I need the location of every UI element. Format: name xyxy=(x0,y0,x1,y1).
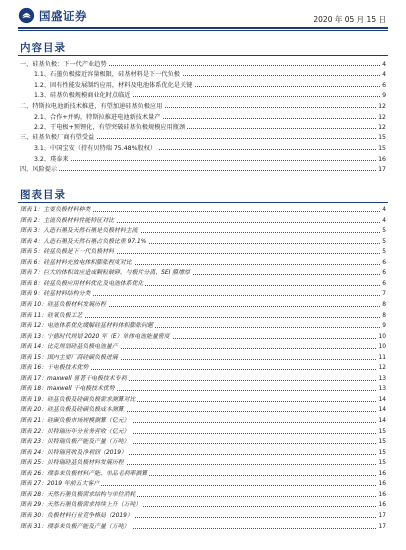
figure-entry-page: 6 xyxy=(382,270,386,277)
figure-entry-label: 图表 24：贝特瑞营收及净利润（2019） xyxy=(20,449,127,456)
toc-title: 内容目录 xyxy=(20,42,66,54)
figure-entry-page: 16 xyxy=(378,491,386,498)
figure-entry-page: 5 xyxy=(382,249,386,256)
figure-entry-label: 图表 6：硅基材料充放电体积膨胀程度对比 xyxy=(20,259,132,266)
figure-entry-page: 11 xyxy=(378,354,386,361)
figure-entry-page: 7 xyxy=(382,291,386,298)
toc-entry[interactable] xyxy=(0,165,406,174)
figure-entry[interactable] xyxy=(0,227,406,236)
figure-entry[interactable] xyxy=(0,217,406,226)
figure-entry-label: 图表 27：2019 年前五大客户 xyxy=(20,481,100,488)
toc-entry[interactable] xyxy=(0,70,406,79)
figure-entry-page: 8 xyxy=(382,312,386,319)
toc-entry-label: 1.3、硅基负极规模商业化时点临近 xyxy=(34,92,131,100)
figure-entry-label: 图表 29：天然石墨负极需求持续上升（万吨） xyxy=(20,502,142,509)
toc-entry-page: 9 xyxy=(382,92,386,100)
figure-entry-label: 图表 19：硅基负极及硅碳负极需求测算对比 xyxy=(20,396,136,403)
figure-entry[interactable] xyxy=(0,259,406,268)
figure-entry-label: 图表 9：硅基材料结构分类 xyxy=(20,291,91,298)
toc-entry-page: 6 xyxy=(382,81,386,89)
figure-entry-label: 图表 17：maxwell 显著干电极技术专利 xyxy=(20,375,127,382)
toc-entry-label: 一、硅基负极：下一代产业趋势 xyxy=(20,61,107,68)
figure-entry-label: 图表 1：主要负极材料种类 xyxy=(20,207,91,213)
figure-entry-label: 图表 5：硅基负极是下一代负极材料 xyxy=(20,249,114,256)
figure-entry-page: 10 xyxy=(378,333,386,340)
figure-entry-page: 14 xyxy=(378,396,386,403)
figure-entry-page: 17 xyxy=(378,512,386,519)
figure-entry[interactable] xyxy=(0,322,406,331)
figure-entry-label: 图表 3：人造石墨及天然石墨是负极材料主流 xyxy=(20,228,138,235)
figure-entry-label: 图表 15：国内主要厂商硅碳负极进展 xyxy=(20,354,118,361)
toc-entry-page: 12 xyxy=(378,124,386,131)
figure-entry-page: 5 xyxy=(382,238,386,245)
toc-leader-dots xyxy=(34,155,380,161)
figure-entry-page: 4 xyxy=(382,217,386,224)
figure-entry[interactable] xyxy=(0,523,406,532)
figure-entry[interactable] xyxy=(0,406,406,415)
figure-entry-page: 10 xyxy=(378,344,386,351)
figure-entry-label: 图表 28：天然石墨负极需求结构与单位消耗 xyxy=(20,491,136,498)
figure-entry[interactable] xyxy=(0,491,406,500)
figure-entry[interactable] xyxy=(0,480,406,489)
toc-entry-label: 2.2、干电极+预锂化，有望突破硅基负极规模应用瓶颈 xyxy=(34,124,186,131)
toc-entry[interactable] xyxy=(0,155,406,164)
toc-entry-label: 3.2、璞泰来 xyxy=(34,155,69,163)
figure-entry[interactable] xyxy=(0,417,406,426)
figure-entry[interactable] xyxy=(0,385,406,394)
figure-entry[interactable] xyxy=(0,449,406,458)
figure-entry-label: 图表 7：巨大的体积效应造成颗粒破碎、与极片分离、SEI 膜增厚 xyxy=(20,270,190,277)
figure-entry-label: 图表 23：贝特瑞负极产能及产量（万吨） xyxy=(20,439,130,446)
header-divider xyxy=(18,27,388,29)
figure-entry[interactable] xyxy=(0,470,406,479)
figure-entry-label: 图表 4：人造石墨及天然石墨占负极比重 97.1% xyxy=(20,238,147,245)
figure-entry-label: 图表 20：硅基负极及硅碳负极成本测算 xyxy=(20,407,124,414)
figure-entry-label: 图表 8：硅基负极应用材料优化及电池体系优化 xyxy=(20,280,144,287)
figure-entry-page: 15 xyxy=(378,428,386,435)
toc-entry-label: 三、硅基负极厂商有望受益 xyxy=(20,134,95,142)
figure-entry-label: 图表 18：maxwell 干电极技术优势 xyxy=(20,386,115,393)
figure-entry[interactable] xyxy=(0,333,406,342)
toc-leader-dots xyxy=(20,165,380,171)
figure-entry-label: 图表 31：璞泰来负极产能及产量（万吨） xyxy=(20,523,130,530)
toc-entry-page: 4 xyxy=(382,71,386,79)
figure-entry-label: 图表 26：璞泰来负极材料产能、单品毛利率测算 xyxy=(20,470,148,477)
figure-entry[interactable] xyxy=(0,301,406,310)
figure-entry[interactable] xyxy=(0,428,406,437)
figure-entry-page: 4 xyxy=(382,207,386,213)
figure-entry-page: 8 xyxy=(382,301,386,308)
figures-title: 图表目录 xyxy=(20,189,66,201)
toc-entry[interactable] xyxy=(0,81,406,90)
figure-entry-label: 图表 16：干电极技术优势 xyxy=(20,365,89,372)
figure-entry-label: 图表 13：宁德时代规划 2020 年（E）单体电池能量密度 xyxy=(20,333,170,340)
figure-entry[interactable] xyxy=(0,396,406,405)
toc-entry-label: 3.1、中国宝安（持有贝特瑞 75.48%股权） xyxy=(34,145,157,153)
figure-entry-page: 15 xyxy=(378,449,386,456)
figure-entry-page: 16 xyxy=(378,470,386,477)
figure-entry[interactable] xyxy=(0,248,406,257)
page-header xyxy=(0,0,406,34)
figure-entry-page: 16 xyxy=(378,481,386,488)
toc-entry-page: 16 xyxy=(378,155,386,163)
toc-entry-label: 2.1、合作+并购，特斯拉推进电池新技术量产 xyxy=(34,113,161,121)
toc-entry-page: 15 xyxy=(378,145,386,153)
toc-entry[interactable] xyxy=(0,91,406,100)
figure-entry-page: 17 xyxy=(378,523,386,530)
figure-entry[interactable] xyxy=(0,343,406,352)
toc-entry-label: 四、风险提示 xyxy=(20,166,58,174)
report-date: 2020 年 05 月 15 日 xyxy=(313,15,386,24)
figure-entry[interactable] xyxy=(0,438,406,447)
toc-entry[interactable] xyxy=(0,133,406,142)
brand-name: 国盛证券 xyxy=(39,8,87,23)
figure-entry-page: 12 xyxy=(378,365,386,372)
figure-entry[interactable] xyxy=(0,290,406,299)
figure-entry[interactable] xyxy=(0,269,406,278)
figure-entry-label: 图表 14：比克规划硅基负极电池量产 xyxy=(20,344,118,351)
figures-title-divider xyxy=(18,202,388,203)
toc-entry[interactable] xyxy=(0,113,406,122)
figure-entry-page: 15 xyxy=(378,460,386,467)
figure-entry[interactable] xyxy=(0,312,406,321)
figure-entry[interactable] xyxy=(0,375,406,384)
figure-entry-label: 图表 11：硅氧负极工艺 xyxy=(20,312,83,319)
figure-entry-label: 图表 22：贝特瑞历年分业务营收（亿元） xyxy=(20,428,130,435)
toc-entry-page: 12 xyxy=(378,102,386,110)
figure-entry[interactable] xyxy=(0,206,406,215)
figure-entry-page: 13 xyxy=(378,386,386,393)
figure-entry-page: 16 xyxy=(378,502,386,509)
figure-entry[interactable] xyxy=(0,354,406,363)
figure-entry-label: 图表 30：负极材料行业竞争格局（2019） xyxy=(20,512,133,519)
figure-entry-page: 6 xyxy=(382,259,386,266)
toc-entry[interactable] xyxy=(0,123,406,132)
figure-entry-page: 6 xyxy=(382,280,386,287)
figure-entry-label: 图表 10：硅基负极材料发展历程 xyxy=(20,301,106,308)
figure-entry[interactable] xyxy=(0,238,406,247)
figure-entry-page: 9 xyxy=(382,323,386,330)
figure-entry-label: 图表 12：电池体系优化缓解硅基材料体积膨胀问题 xyxy=(20,323,154,330)
toc-entry-page: 17 xyxy=(378,166,386,174)
figure-entry[interactable] xyxy=(0,364,406,373)
figure-entry-label: 图表 2：主流负极材料性能特征对比 xyxy=(20,217,114,224)
toc-entry-page: 12 xyxy=(378,113,386,121)
figure-entry[interactable] xyxy=(0,501,406,510)
figure-entry-page: 15 xyxy=(378,439,386,446)
toc-entry-page: 4 xyxy=(382,61,386,68)
figure-entry-page: 14 xyxy=(378,418,386,424)
figure-entry-label: 图表 21：硅碳负极市场规模测算（亿元） xyxy=(20,418,130,424)
toc-entry-label: 1.2、固有性能发展制约应用，材料及电池体系优化是关键 xyxy=(34,81,193,89)
figure-entry-page: 14 xyxy=(378,407,386,414)
figure-entry-label: 图表 25：贝特瑞硅基负极材料发展历程 xyxy=(20,460,124,467)
toc-entry[interactable] xyxy=(0,102,406,111)
figure-entry-page: 5 xyxy=(382,228,386,235)
figure-entry-page: 13 xyxy=(378,375,386,382)
figure-entry[interactable] xyxy=(0,512,406,521)
toc-entry-label: 1.1、石墨负极接近容量极限，硅基材料是下一代负极 xyxy=(34,71,180,79)
figure-entry[interactable] xyxy=(0,280,406,289)
toc-entry[interactable] xyxy=(0,60,406,69)
toc-entry[interactable] xyxy=(0,144,406,153)
header-divider-thin xyxy=(18,30,388,31)
logo-icon xyxy=(18,7,35,24)
toc-entry-label: 二、特斯拉电池新技术推进，有望加速硅基负极应用 xyxy=(20,102,163,110)
toc-title-divider xyxy=(18,55,388,56)
figure-entry[interactable] xyxy=(0,459,406,468)
toc-entry-page: 15 xyxy=(378,134,386,142)
company-logo xyxy=(18,7,87,24)
